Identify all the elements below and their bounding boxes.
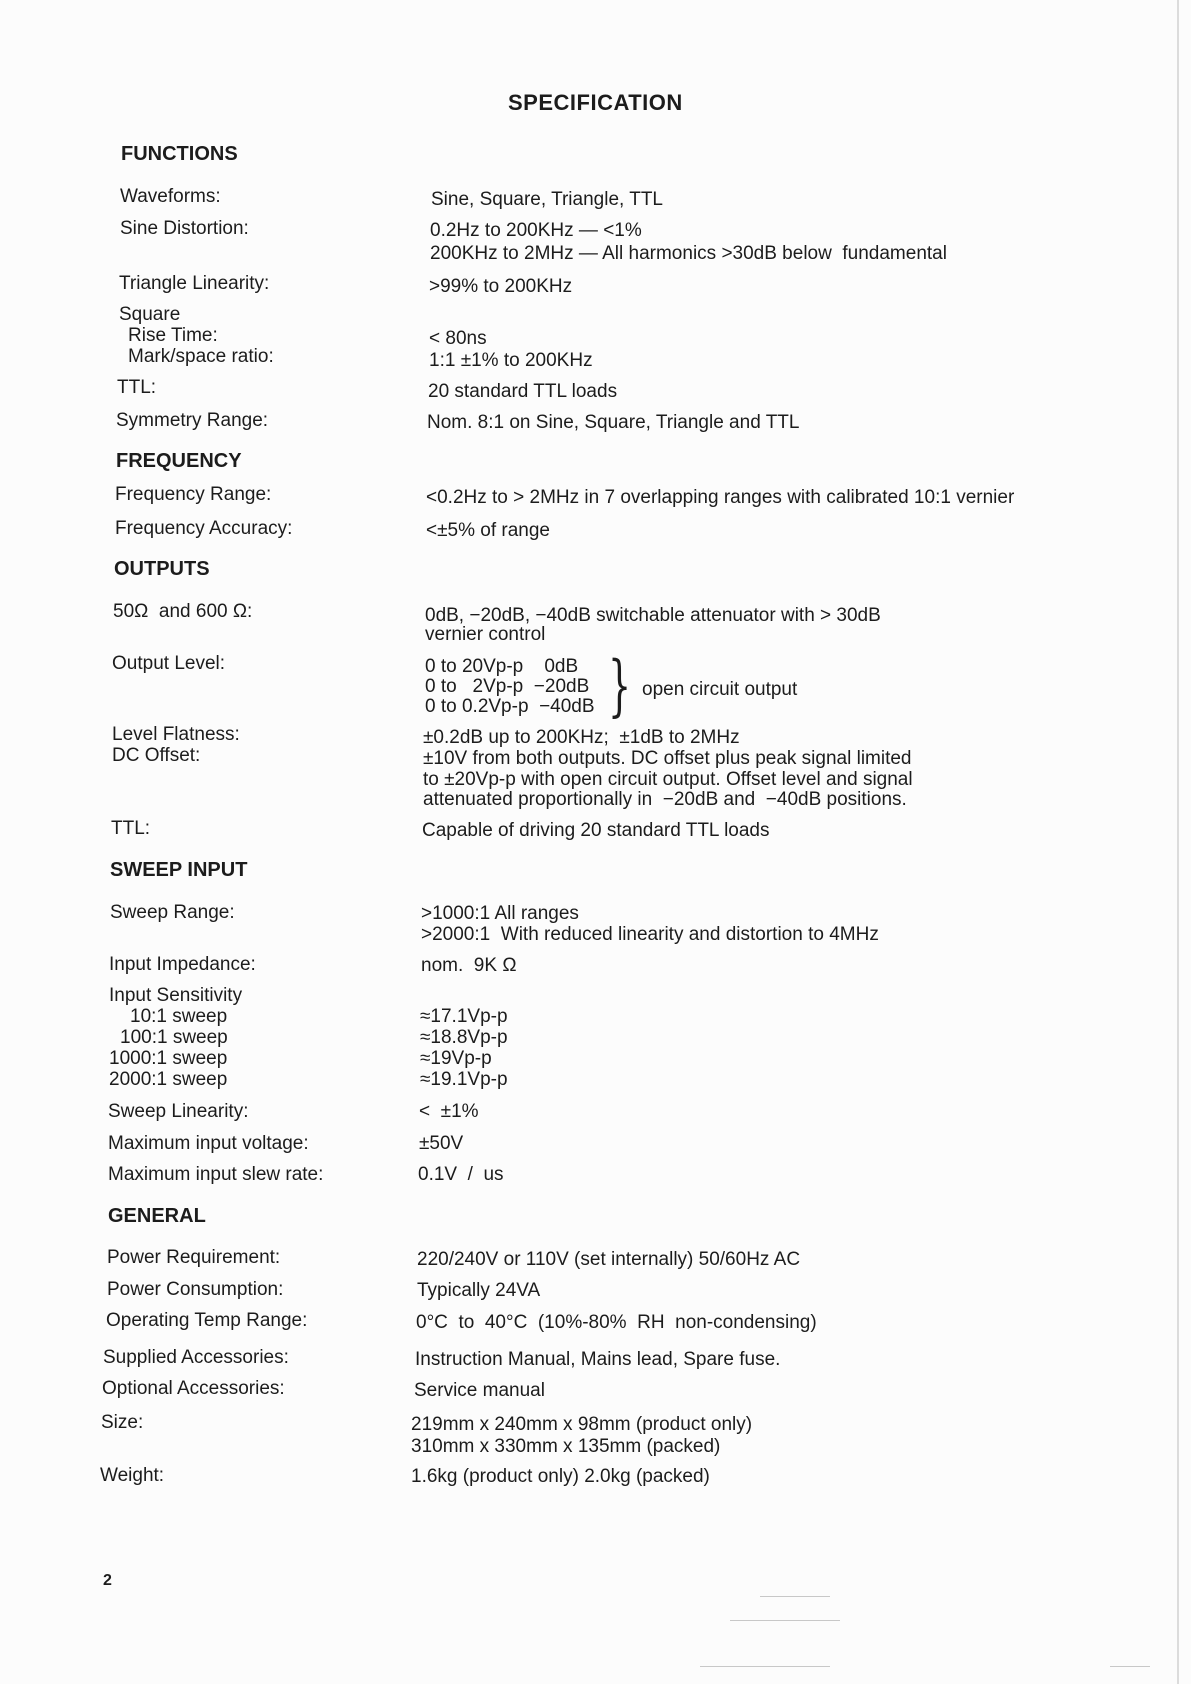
ttl-value: 20 standard TTL loads (428, 381, 618, 402)
max-input-voltage-value: ±50V (419, 1133, 464, 1154)
section-heading-outputs: OUTPUTS (114, 558, 210, 580)
waveforms-label: Waveforms: (120, 186, 221, 207)
weight-label: Weight: (100, 1465, 165, 1486)
mark-space-value: 1:1 ±1% to 200KHz (429, 350, 593, 371)
supplied-accessories-value: Instruction Manual, Mains lead, Spare fuse. (415, 1349, 781, 1370)
output-level-label: Output Level: (112, 653, 226, 674)
scan-speck (760, 1596, 830, 1597)
scan-speck (1110, 1666, 1150, 1667)
triangle-linearity-label: Triangle Linearity: (119, 273, 270, 294)
sweep-range-value-2: >2000:1 With reduced linearity and distortion to 4MHz (421, 924, 879, 945)
input-impedance-label: Input Impedance: (109, 954, 256, 975)
impedance-value-1: 0dB, −20dB, −40dB switchable attenuator with > 30dB (425, 605, 881, 626)
rise-time-value: < 80ns (429, 328, 487, 349)
power-requirement-value: 220/240V or 110V (set internally) 50/60Hz AC (417, 1249, 801, 1270)
impedance-value-2: vernier control (425, 624, 546, 645)
level-flatness-value: ±0.2dB up to 200KHz; ±1dB to 2MHz (423, 727, 740, 748)
page-number: 2 (103, 1572, 112, 1589)
symmetry-range-label: Symmetry Range: (116, 410, 269, 431)
dc-offset-line: to ±20Vp-p with open circuit output. Offset level and signal (423, 769, 913, 790)
page-edge (1177, 0, 1179, 1684)
temp-range-label: Operating Temp Range: (106, 1310, 308, 1331)
sensitivity-row-label: 2000:1 sweep (109, 1069, 228, 1090)
optional-accessories-value: Service manual (414, 1380, 545, 1401)
size-label: Size: (101, 1412, 144, 1433)
max-input-voltage-label: Maximum input voltage: (108, 1133, 309, 1154)
sweep-range-value-1: >1000:1 All ranges (421, 903, 579, 924)
section-heading-functions: FUNCTIONS (121, 143, 238, 165)
output-level-row: 0 to 2Vp-p −20dB (425, 676, 590, 697)
scan-speck (700, 1666, 830, 1667)
frequency-accuracy-value: <±5% of range (426, 520, 550, 541)
input-sensitivity-label: Input Sensitivity (109, 985, 243, 1006)
brace-glyph: } (608, 647, 632, 724)
weight-value: 1.6kg (product only) 2.0kg (packed) (411, 1466, 710, 1487)
max-slew-rate-value: 0.1V / us (418, 1164, 504, 1185)
dc-offset-line: ±10V from both outputs. DC offset plus peak signal limited (423, 748, 912, 769)
output-level-note: open circuit output (642, 679, 798, 700)
mark-space-label: Mark/space ratio: (128, 346, 274, 367)
ttl-label: TTL: (117, 377, 157, 398)
dc-offset-line: attenuated proportionally in −20dB and −40dB positions. (423, 789, 907, 810)
symmetry-range-value: Nom. 8:1 on Sine, Square, Triangle and TTL (427, 412, 800, 433)
size-value-1: 219mm x 240mm x 98mm (product only) (411, 1414, 753, 1435)
sweep-linearity-label: Sweep Linearity: (108, 1101, 249, 1122)
section-heading-sweep-input: SWEEP INPUT (110, 859, 248, 881)
max-slew-rate-label: Maximum input slew rate: (108, 1164, 324, 1185)
sensitivity-row-value: ≈19Vp-p (420, 1048, 492, 1069)
sweep-linearity-value: < ±1% (419, 1101, 479, 1122)
outputs-ttl-label: TTL: (111, 818, 151, 839)
power-consumption-value: Typically 24VA (417, 1280, 541, 1301)
sensitivity-row-label: 1000:1 sweep (109, 1048, 228, 1069)
sine-distortion-label: Sine Distortion: (120, 218, 249, 239)
scan-speck (730, 1620, 840, 1621)
sine-distortion-value-2: 200KHz to 2MHz — All harmonics >30dB below fundamental (430, 243, 947, 264)
power-requirement-label: Power Requirement: (107, 1247, 281, 1268)
section-heading-frequency: FREQUENCY (116, 450, 242, 472)
outputs-ttl-value: Capable of driving 20 standard TTL loads (422, 820, 770, 841)
power-consumption-label: Power Consumption: (107, 1279, 284, 1300)
waveforms-value: Sine, Square, Triangle, TTL (431, 189, 663, 210)
input-impedance-value: nom. 9K Ω (421, 955, 517, 976)
dc-offset-label: DC Offset: (112, 745, 201, 766)
sensitivity-row-label: 10:1 sweep (130, 1006, 228, 1027)
impedance-label: 50Ω and 600 Ω: (113, 601, 253, 622)
sine-distortion-value-1: 0.2Hz to 200KHz — <1% (430, 220, 642, 241)
sensitivity-row-value: ≈17.1Vp-p (420, 1006, 508, 1027)
frequency-range-label: Frequency Range: (115, 484, 272, 505)
section-heading-general: GENERAL (108, 1205, 206, 1227)
supplied-accessories-label: Supplied Accessories: (103, 1347, 289, 1368)
sensitivity-row-value: ≈19.1Vp-p (420, 1069, 508, 1090)
page-title: SPECIFICATION (508, 90, 683, 115)
temp-range-value: 0°C to 40°C (10%-80% RH non-condensing) (416, 1312, 817, 1333)
frequency-range-value: <0.2Hz to > 2MHz in 7 overlapping ranges with calibrated 10:1 vernier (426, 487, 1015, 508)
output-level-row: 0 to 0.2Vp-p −40dB (425, 696, 595, 717)
sensitivity-row-value: ≈18.8Vp-p (420, 1027, 508, 1048)
triangle-linearity-value: >99% to 200KHz (429, 276, 573, 297)
optional-accessories-label: Optional Accessories: (102, 1378, 285, 1399)
sensitivity-row-label: 100:1 sweep (120, 1027, 228, 1048)
square-label: Square (119, 304, 181, 325)
sweep-range-label: Sweep Range: (110, 902, 235, 923)
output-level-row: 0 to 20Vp-p 0dB (425, 656, 579, 677)
frequency-accuracy-label: Frequency Accuracy: (115, 518, 293, 539)
size-value-2: 310mm x 330mm x 135mm (packed) (411, 1436, 721, 1457)
rise-time-label: Rise Time: (128, 325, 218, 346)
level-flatness-label: Level Flatness: (112, 724, 240, 745)
